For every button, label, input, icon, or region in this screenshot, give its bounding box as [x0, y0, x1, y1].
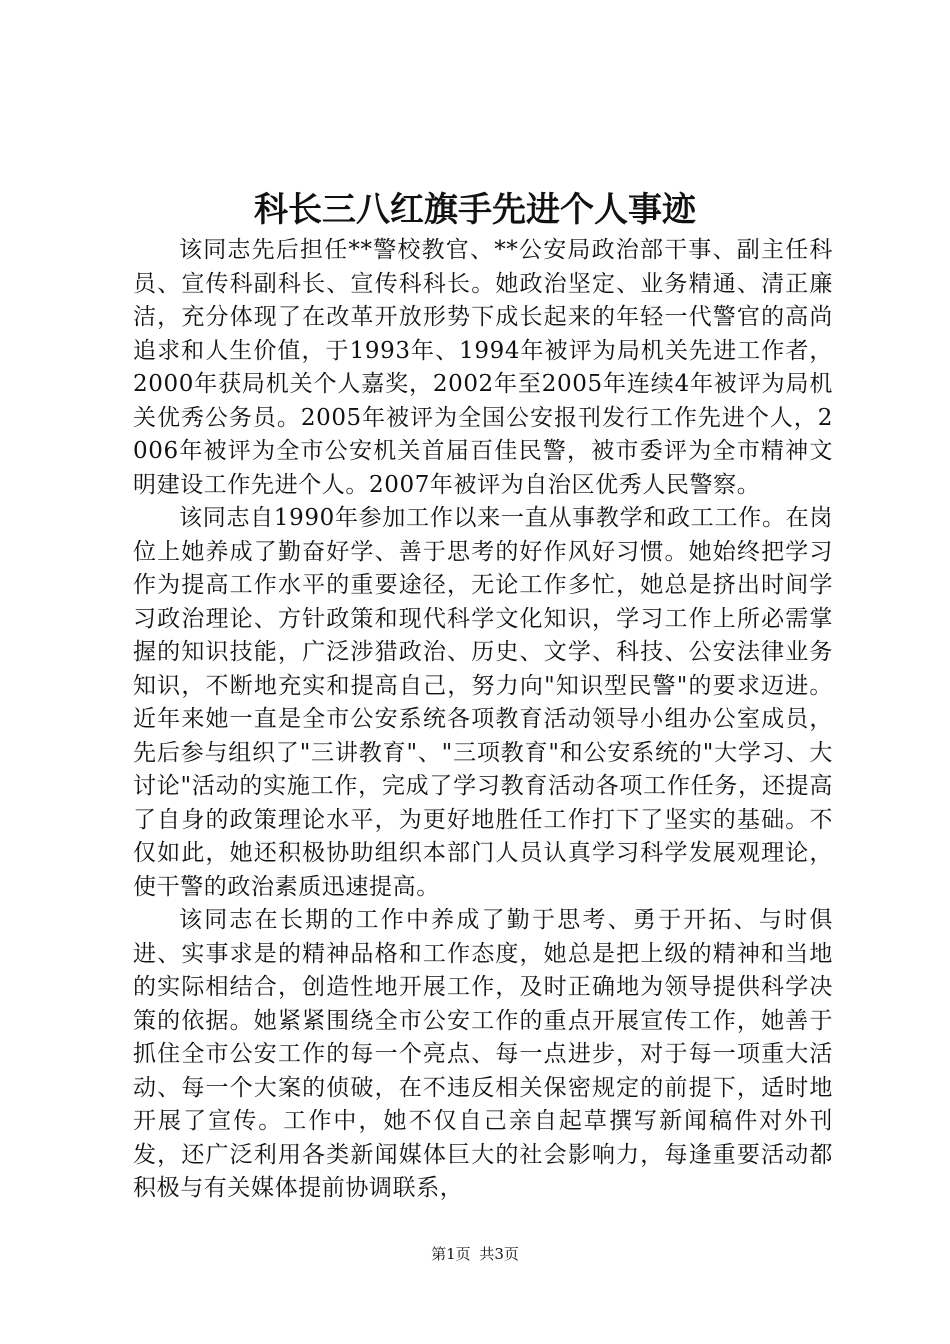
document-body [133, 234, 833, 1206]
page-total: 共3页 [479, 1245, 519, 1263]
page-footer [0, 1243, 950, 1265]
document-title: 科长三八红旗手先进个人事迹 [254, 190, 696, 230]
page-number: 第1页 [431, 1245, 471, 1263]
paragraph-2: 该同志自1990年参加工作以来一直从事教学和政工工作。在岗位上她养成了勤奋好学、善于思考的好作风好习惯。她始终把学习作为提高工作水平的重要途径，无论工作多忙，她总是挤出时间学习政治理论、方针政策和现代科学文化知识，学习工作上所必需掌握的知识技能，广泛涉猎政治、历史、文学、科技、公安法律业务知识，不断地充实和提高自己，努力向"知识型民警"的要求迈进。近年来她一直是全市公安系统各项教育活动领导小组办公室成员，先后参与组织了"三讲教育"、"三项教育"和公安系统的"大学习、大讨论"活动的实施工作，完成了学习教育活动各项工作任务，还提高了自身的政策理论水平，为更好地胜任工作打下了坚实的基础。不仅如此，她还积极协助组织本部门人员认真学习科学发展观理论，使干警的政治素质迅速提高。 [133, 505, 833, 900]
paragraph-3: 该同志在长期的工作中养成了勤于思考、勇于开拓、与时俱进、实事求是的精神品格和工作态度，她总是把上级的精神和当地的实际相结合，创造性地开展工作，及时正确地为领导提供科学决策的依据。她紧紧围绕全市公安工作的重点开展宣传工作，她善于抓住全市公安工作的每一个亮点、每一点进步，对于每一项重大活动、每一个大案的侦破，在不违反相关保密规定的前提下，适时地开展了宣传。工作中，她不仅自己亲自起草撰写新闻稿件对外刊发，还广泛利用各类新闻媒体巨大的社会影响力，每逢重要活动都积极与有关媒体提前协调联系， [133, 907, 833, 1201]
paragraph-1: 该同志先后担任**警校教官、**公安局政治部干事、副主任科员、宣传科副科长、宣传科科长。她政治坚定、业务精通、清正廉洁，充分体现了在改革开放形势下成长起来的年轻一代警官的高尚追求和人生价值，于1993年、1994年被评为局机关先进工作者，2000年获局机关个人嘉奖，2002年至2005年连续4年被评为局机关优秀公务员。2005年被评为全国公安报刊发行工作先进个人，2006年被评为全市公安机关首届百佳民警，被市委评为全市精神文明建设工作先进个人。2007年被评为自治区优秀人民警察。 [133, 237, 833, 498]
